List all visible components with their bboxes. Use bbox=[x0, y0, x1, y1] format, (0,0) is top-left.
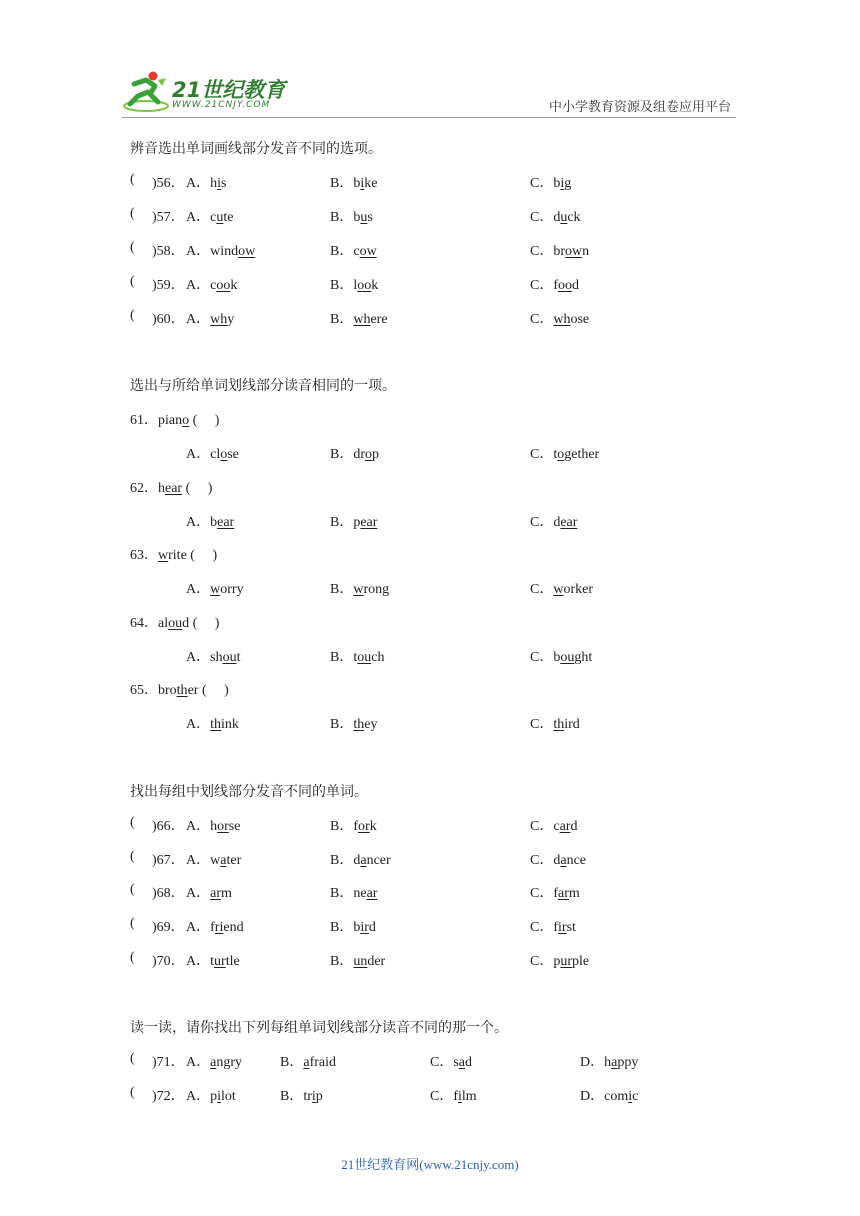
option-letter: A． bbox=[186, 886, 211, 901]
underlined-part: th bbox=[553, 717, 565, 732]
option-c bbox=[530, 511, 577, 531]
option-b bbox=[280, 1085, 323, 1105]
question-row bbox=[130, 1085, 750, 1105]
underlined-part: w bbox=[210, 582, 221, 597]
answer-paren: ( bbox=[130, 916, 135, 931]
underlined-part: ou bbox=[357, 650, 372, 665]
question-number: )71． bbox=[152, 1055, 185, 1070]
option-word: film bbox=[453, 1089, 477, 1104]
option-letter: A． bbox=[186, 176, 211, 191]
underlined-part: ou bbox=[222, 650, 237, 665]
option-letter: C． bbox=[530, 650, 554, 665]
underlined-part: wh bbox=[553, 312, 571, 327]
option-letter: A． bbox=[186, 1089, 211, 1104]
underlined-part: a bbox=[220, 853, 227, 868]
option-c bbox=[530, 713, 580, 733]
option-word: together bbox=[553, 447, 600, 462]
option-a bbox=[186, 849, 241, 869]
option-word: farm bbox=[553, 886, 580, 901]
question-stem: 62．hear ( ) bbox=[130, 481, 213, 496]
option-letter: A． bbox=[186, 920, 211, 935]
option-b bbox=[330, 815, 377, 835]
option-b bbox=[330, 849, 391, 869]
option-letter: B． bbox=[330, 244, 354, 259]
option-letter: B． bbox=[330, 954, 354, 969]
question-row bbox=[130, 1051, 750, 1071]
answer-paren: ( bbox=[130, 882, 135, 897]
underlined-part: u bbox=[216, 210, 224, 225]
option-a bbox=[186, 950, 240, 970]
underlined-part: ur bbox=[560, 954, 573, 969]
option-a bbox=[186, 815, 240, 835]
option-a bbox=[186, 274, 237, 294]
answer-paren: ( bbox=[130, 308, 135, 323]
underlined-part: ear bbox=[560, 515, 578, 530]
option-letter: B． bbox=[330, 853, 354, 868]
question-number: )58． bbox=[152, 244, 185, 259]
underlined-part: a bbox=[360, 853, 367, 868]
option-a bbox=[186, 206, 233, 226]
option-letter: A． bbox=[186, 447, 211, 462]
option-letter: C． bbox=[530, 210, 554, 225]
option-letter: D． bbox=[580, 1089, 605, 1104]
option-b bbox=[330, 240, 377, 260]
underlined-part: ir bbox=[558, 920, 567, 935]
option-word: think bbox=[210, 717, 239, 732]
option-letter: B． bbox=[330, 447, 354, 462]
underlined-part: i bbox=[560, 176, 565, 191]
option-word: close bbox=[210, 447, 239, 462]
question-number: )60． bbox=[152, 312, 185, 327]
option-a bbox=[186, 578, 244, 598]
option-b bbox=[330, 274, 378, 294]
option-word: pear bbox=[353, 515, 378, 530]
option-a bbox=[186, 713, 239, 733]
option-letter: A． bbox=[186, 650, 211, 665]
option-a bbox=[186, 1085, 236, 1105]
option-b bbox=[330, 646, 384, 666]
option-letter: B． bbox=[280, 1055, 304, 1070]
option-word: touch bbox=[353, 650, 385, 665]
option-letter: B． bbox=[330, 920, 354, 935]
option-c bbox=[530, 646, 592, 666]
option-letter: B． bbox=[330, 312, 354, 327]
option-word: comic bbox=[604, 1089, 639, 1104]
question-number: )72． bbox=[152, 1089, 185, 1104]
underlined-part: wh bbox=[353, 312, 371, 327]
option-letter: C． bbox=[430, 1089, 454, 1104]
option-c bbox=[530, 172, 571, 192]
answer-paren: ( bbox=[130, 1051, 135, 1066]
option-c bbox=[530, 308, 589, 328]
option-a bbox=[186, 240, 255, 260]
option-letter: B． bbox=[330, 650, 354, 665]
answer-paren: ( bbox=[130, 240, 135, 255]
option-word: water bbox=[210, 853, 242, 868]
option-letter: C． bbox=[530, 886, 554, 901]
option-word: pilot bbox=[210, 1089, 236, 1104]
option-letter: C． bbox=[430, 1055, 454, 1070]
underlined-part: ear bbox=[165, 481, 183, 496]
option-letter: C． bbox=[530, 312, 554, 327]
option-a bbox=[186, 646, 240, 666]
option-c bbox=[530, 916, 576, 936]
option-b bbox=[330, 950, 385, 970]
question-row bbox=[130, 916, 750, 936]
header-divider bbox=[122, 117, 736, 118]
option-row bbox=[130, 578, 750, 598]
underlined-part: ear bbox=[360, 515, 378, 530]
option-word: bike bbox=[353, 176, 378, 191]
option-letter: B． bbox=[330, 717, 354, 732]
underlined-part: ear bbox=[217, 515, 235, 530]
underlined-part: i bbox=[458, 1089, 462, 1104]
option-word: dear bbox=[553, 515, 578, 530]
option-b bbox=[330, 172, 377, 192]
option-word: look bbox=[353, 278, 379, 293]
page-header bbox=[0, 0, 860, 130]
section-title: 辨音选出单词画线部分发音不同的选项。 bbox=[130, 142, 382, 157]
question-stem: 64．aloud ( ) bbox=[130, 616, 220, 631]
underlined-part: i bbox=[311, 1089, 316, 1104]
underlined-part: w bbox=[158, 548, 169, 563]
question-row bbox=[130, 240, 750, 260]
underlined-part: a bbox=[560, 853, 567, 868]
underlined-part: ar bbox=[558, 886, 569, 901]
option-word: where bbox=[353, 312, 388, 327]
underlined-part: o bbox=[220, 447, 228, 462]
underlined-part: ri bbox=[214, 920, 224, 935]
option-word: why bbox=[210, 312, 235, 327]
question-number: )70． bbox=[152, 954, 185, 969]
option-c bbox=[530, 578, 593, 598]
option-letter: B． bbox=[280, 1089, 304, 1104]
question-row bbox=[130, 172, 750, 192]
underlined-part: a bbox=[303, 1055, 310, 1070]
option-letter: A． bbox=[186, 1055, 211, 1070]
option-word: cow bbox=[353, 244, 377, 259]
question-number: )57． bbox=[152, 210, 185, 225]
underlined-part: a bbox=[458, 1055, 466, 1070]
option-letter: A． bbox=[186, 515, 211, 530]
underlined-part: o bbox=[557, 447, 565, 462]
underlined-part: u bbox=[560, 210, 568, 225]
option-word: his bbox=[210, 176, 227, 191]
option-word: under bbox=[353, 954, 386, 969]
option-row bbox=[130, 443, 750, 463]
option-row bbox=[130, 511, 750, 531]
option-word: cook bbox=[210, 278, 238, 293]
underlined-part: o bbox=[365, 447, 373, 462]
underlined-part: ou bbox=[168, 616, 183, 631]
question-row bbox=[130, 206, 750, 226]
underlined-part: oo bbox=[558, 278, 573, 293]
option-c bbox=[530, 849, 586, 869]
underlined-part: ow bbox=[238, 244, 256, 259]
option-word: angry bbox=[210, 1055, 243, 1070]
option-word: arm bbox=[210, 886, 232, 901]
underlined-part: i bbox=[217, 176, 222, 191]
option-letter: C． bbox=[530, 515, 554, 530]
option-b bbox=[330, 206, 373, 226]
answer-paren: ( bbox=[130, 849, 135, 864]
option-letter: C． bbox=[530, 176, 554, 191]
option-word: near bbox=[353, 886, 378, 901]
underlined-part: or bbox=[358, 819, 370, 834]
underlined-part: w bbox=[553, 582, 564, 597]
option-word: first bbox=[553, 920, 576, 935]
underlined-part: oo bbox=[216, 278, 231, 293]
question-number: )69． bbox=[152, 920, 185, 935]
underlined-part: ow bbox=[359, 244, 377, 259]
option-letter: B． bbox=[330, 582, 354, 597]
option-letter: B． bbox=[330, 819, 354, 834]
option-row bbox=[130, 713, 750, 733]
question-number: )59． bbox=[152, 278, 185, 293]
answer-paren: ( bbox=[130, 206, 135, 221]
question-row bbox=[130, 308, 750, 328]
option-letter: D． bbox=[580, 1055, 605, 1070]
option-word: whose bbox=[553, 312, 590, 327]
underlined-part: wh bbox=[210, 312, 228, 327]
option-letter: A． bbox=[186, 853, 211, 868]
underlined-part: oo bbox=[357, 278, 372, 293]
logo-url: WWW.21CNJY.COM bbox=[172, 100, 271, 110]
option-word: dance bbox=[553, 853, 586, 868]
option-letter: C． bbox=[530, 244, 554, 259]
question-number: )67． bbox=[152, 853, 185, 868]
option-d bbox=[580, 1085, 638, 1105]
option-word: big bbox=[553, 176, 572, 191]
option-a bbox=[186, 511, 234, 531]
question-row bbox=[130, 849, 750, 869]
option-c bbox=[530, 206, 581, 226]
option-word: friend bbox=[210, 920, 244, 935]
option-word: dancer bbox=[353, 853, 391, 868]
option-b bbox=[330, 511, 377, 531]
option-word: bear bbox=[210, 515, 235, 530]
question-row bbox=[130, 815, 750, 835]
option-word: happy bbox=[604, 1055, 639, 1070]
section-title: 选出与所给单词划线部分读音相同的一项。 bbox=[130, 379, 396, 394]
option-b bbox=[330, 916, 376, 936]
option-letter: B． bbox=[330, 515, 354, 530]
underlined-part: ar bbox=[366, 886, 378, 901]
option-letter: A． bbox=[186, 210, 211, 225]
underlined-part: w bbox=[353, 582, 364, 597]
option-word: fork bbox=[353, 819, 377, 834]
option-c bbox=[530, 443, 599, 463]
underlined-part: a bbox=[210, 1055, 217, 1070]
runner-logo-icon bbox=[122, 70, 170, 114]
option-b bbox=[330, 443, 379, 463]
underlined-part: o bbox=[182, 413, 190, 428]
answer-paren: ( bbox=[130, 274, 135, 289]
option-b bbox=[330, 578, 389, 598]
option-letter: B． bbox=[330, 278, 354, 293]
option-a bbox=[186, 308, 234, 328]
option-word: food bbox=[553, 278, 580, 293]
underlined-part: ar bbox=[210, 886, 222, 901]
option-a bbox=[186, 882, 232, 902]
option-word: shout bbox=[210, 650, 241, 665]
section-title: 找出每组中划线部分发音不同的单词。 bbox=[130, 785, 368, 800]
option-word: brown bbox=[553, 244, 590, 259]
option-letter: A． bbox=[186, 582, 211, 597]
option-word: sad bbox=[453, 1055, 473, 1070]
option-word: drop bbox=[353, 447, 380, 462]
header-tagline: 中小学教育资源及组卷应用平台 bbox=[549, 99, 732, 114]
logo-text: 21世纪教育 bbox=[172, 78, 286, 102]
question-stem: 61．piano ( ) bbox=[130, 413, 220, 428]
option-b bbox=[280, 1051, 336, 1071]
option-word: bought bbox=[553, 650, 593, 665]
underlined-part: i bbox=[628, 1089, 633, 1104]
option-word: worry bbox=[210, 582, 244, 597]
underlined-part: un bbox=[353, 954, 368, 969]
option-letter: B． bbox=[330, 886, 354, 901]
option-word: they bbox=[353, 717, 378, 732]
question-stem: 63．write ( ) bbox=[130, 548, 218, 563]
option-word: duck bbox=[553, 210, 581, 225]
option-word: horse bbox=[210, 819, 241, 834]
page-footer: 21世纪教育网(www.21cnjy.com) bbox=[341, 1157, 519, 1172]
option-letter: C． bbox=[530, 853, 554, 868]
option-letter: C． bbox=[530, 819, 554, 834]
option-word: bird bbox=[353, 920, 376, 935]
question-row bbox=[130, 882, 750, 902]
brand-logo bbox=[122, 70, 292, 116]
underlined-part: i bbox=[217, 1089, 222, 1104]
option-word: afraid bbox=[303, 1055, 336, 1070]
option-a bbox=[186, 1051, 242, 1071]
underlined-part: ow bbox=[565, 244, 583, 259]
option-word: bus bbox=[353, 210, 373, 225]
option-letter: C． bbox=[530, 447, 554, 462]
option-letter: C． bbox=[530, 278, 554, 293]
option-a bbox=[186, 172, 226, 192]
option-letter: B． bbox=[330, 210, 354, 225]
option-letter: B． bbox=[330, 176, 354, 191]
option-letter: A． bbox=[186, 244, 211, 259]
option-c bbox=[430, 1085, 477, 1105]
option-letter: A． bbox=[186, 717, 211, 732]
answer-paren: ( bbox=[130, 815, 135, 830]
option-letter: C． bbox=[530, 920, 554, 935]
option-b bbox=[330, 882, 377, 902]
option-word: card bbox=[553, 819, 578, 834]
underlined-part: th bbox=[210, 717, 222, 732]
question-number: )68． bbox=[152, 886, 185, 901]
option-c bbox=[530, 950, 589, 970]
underlined-part: ur bbox=[214, 954, 226, 969]
option-word: wrong bbox=[353, 582, 390, 597]
option-c bbox=[530, 240, 589, 260]
option-row bbox=[130, 646, 750, 666]
option-letter: A． bbox=[186, 819, 211, 834]
option-a bbox=[186, 916, 244, 936]
option-letter: A． bbox=[186, 312, 211, 327]
option-word: cute bbox=[210, 210, 234, 225]
option-b bbox=[330, 713, 377, 733]
question-row bbox=[130, 274, 750, 294]
option-c bbox=[430, 1051, 472, 1071]
option-word: worker bbox=[553, 582, 594, 597]
underlined-part: ir bbox=[360, 920, 369, 935]
option-word: trip bbox=[303, 1089, 323, 1104]
option-c bbox=[530, 274, 579, 294]
option-word: window bbox=[210, 244, 256, 259]
question-number: )66． bbox=[152, 819, 185, 834]
underlined-part: a bbox=[611, 1055, 618, 1070]
option-a bbox=[186, 443, 239, 463]
option-letter: C． bbox=[530, 954, 554, 969]
option-word: turtle bbox=[210, 954, 240, 969]
option-d bbox=[580, 1051, 638, 1071]
answer-paren: ( bbox=[130, 950, 135, 965]
option-word: third bbox=[553, 717, 580, 732]
underlined-part: u bbox=[360, 210, 368, 225]
option-word: purple bbox=[553, 954, 590, 969]
underlined-part: ou bbox=[560, 650, 575, 665]
underlined-part: or bbox=[217, 819, 229, 834]
answer-paren: ( bbox=[130, 172, 135, 187]
option-c bbox=[530, 815, 577, 835]
question-number: )56． bbox=[152, 176, 185, 191]
option-c bbox=[530, 882, 580, 902]
section-title: 读一读，请你找出下列每组单词划线部分读音不同的那一个。 bbox=[130, 1021, 508, 1036]
question-stem: 65．brother ( ) bbox=[130, 683, 229, 698]
option-letter: A． bbox=[186, 278, 211, 293]
underlined-part: i bbox=[360, 176, 365, 191]
option-letter: C． bbox=[530, 582, 554, 597]
underlined-part: ar bbox=[559, 819, 571, 834]
underlined-part: th bbox=[353, 717, 365, 732]
option-b bbox=[330, 308, 388, 328]
answer-paren: ( bbox=[130, 1085, 135, 1100]
underlined-part: th bbox=[176, 683, 188, 698]
option-letter: C． bbox=[530, 717, 554, 732]
option-letter: A． bbox=[186, 954, 211, 969]
question-row bbox=[130, 950, 750, 970]
